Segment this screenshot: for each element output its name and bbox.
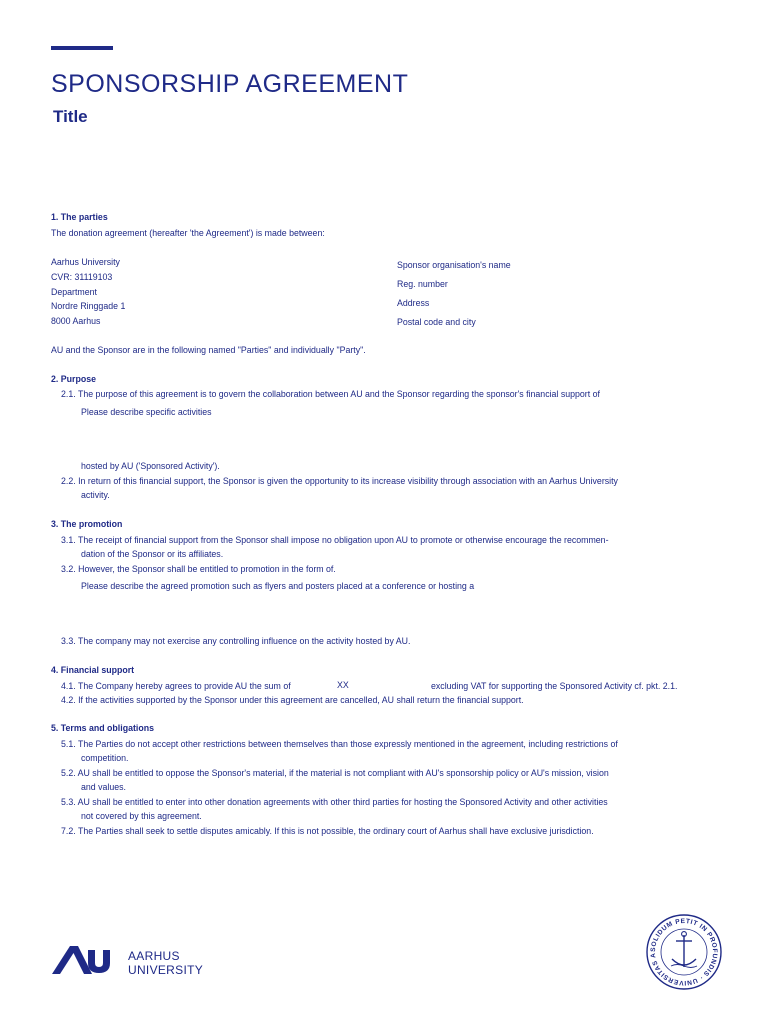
document-subtitle: Title — [53, 107, 88, 126]
clause-5-1: 5.1. The Parties do not accept other restrictions between themselves than those expressly mentioned in the agreement, including restrictions of — [61, 739, 618, 749]
au-cvr: CVR: 31119103 — [51, 272, 113, 282]
section-heading-terms: 5. Terms and obligations — [51, 723, 154, 733]
clause-2-2: 2.2. In return of this financial support, the Sponsor is given the opportunity to its increase visibility through association with an Aarhus University — [61, 476, 618, 486]
sponsor-reg-number-field[interactable]: Reg. number — [397, 279, 448, 289]
clause-4-1-end: excluding VAT for supporting the Sponsored Activity cf. pkt. 2.1. — [431, 681, 678, 691]
section-heading-purpose: 2. Purpose — [51, 374, 96, 384]
clause-3-1: 3.1. The receipt of financial support from the Sponsor shall impose no obligation upon AU to promote or otherwise encourage the recommen- — [61, 535, 609, 545]
clause-5-3-cont: not covered by this agreement. — [81, 811, 202, 821]
svg-text:SOLIDUM PETIT IN PROFUNDIS · U: SOLIDUM PETIT IN PROFUNDIS · UNIVERSITAS A — [649, 917, 719, 987]
clause-2-1-end: hosted by AU ('Sponsored Activity'). — [81, 461, 220, 471]
clause-5-3: 5.3. AU shall be entitled to enter into other donation agreements with other third parties for hosting the Sponsored Activity and other activities — [61, 797, 608, 807]
au-city: 8000 Aarhus — [51, 316, 101, 326]
university-seal-icon — [645, 913, 723, 991]
au-street: Nordre Ringgade 1 — [51, 301, 126, 311]
section-heading-parties: 1. The parties — [51, 212, 108, 222]
promotion-field[interactable]: Please describe the agreed promotion such as flyers and posters placed at a conference or hosting a — [81, 581, 475, 591]
document-title: SPONSORSHIP AGREEMENT — [51, 70, 409, 98]
clause-5-2: 5.2. AU shall be entitled to oppose the Sponsor's material, if the material is not compliant with AU's sponsorship policy or AU's mission, vision — [61, 768, 609, 778]
clause-4-2: 4.2. If the activities supported by the Sponsor under this agreement are cancelled, AU shall return the financial support. — [61, 695, 524, 705]
clause-3-2: 3.2. However, the Sponsor shall be entitled to promotion in the form of. — [61, 564, 336, 574]
section-heading-financial: 4. Financial support — [51, 665, 135, 675]
logo-text-line1: AARHUS — [128, 949, 180, 963]
header-rule — [51, 46, 113, 50]
clause-4-1: 4.1. The Company hereby agrees to provide AU the sum of — [61, 681, 291, 691]
clause-3-1-cont: dation of the Sponsor or its affiliates. — [81, 549, 224, 559]
section-heading-promotion: 3. The promotion — [51, 519, 123, 529]
clause-3-3: 3.3. The company may not exercise any controlling influence on the activity hosted by AU. — [61, 636, 411, 646]
clause-2-2-cont: activity. — [81, 490, 110, 500]
clause-5-2-cont: and values. — [81, 782, 126, 792]
amount-field[interactable]: XX — [337, 680, 349, 690]
sponsor-postal-field[interactable]: Postal code and city — [397, 317, 476, 327]
parties-closing: AU and the Sponsor are in the following named "Parties" and individually "Party". — [51, 345, 366, 355]
clause-7-2: 7.2. The Parties shall seek to settle disputes amicably. If this is not possible, the ordinary court of Aarhus shall have exclusive jurisdiction. — [61, 826, 594, 836]
sponsor-address-field[interactable]: Address — [397, 298, 430, 308]
au-department: Department — [51, 287, 97, 297]
sponsor-name-field[interactable]: Sponsor organisation's name — [397, 260, 511, 270]
clause-2-1: 2.1. The purpose of this agreement is to govern the collaboration between AU and the Sponsor regarding the sponsor's financial support of — [61, 389, 600, 399]
logo-text-line2: UNIVERSITY — [128, 963, 204, 977]
clause-5-1-cont: competition. — [81, 753, 129, 763]
au-logo-icon — [52, 944, 114, 976]
au-name: Aarhus University — [51, 257, 120, 267]
parties-intro: The donation agreement (hereafter 'the Agreement') is made between: — [51, 228, 325, 238]
activities-field[interactable]: Please describe specific activities — [81, 407, 212, 417]
